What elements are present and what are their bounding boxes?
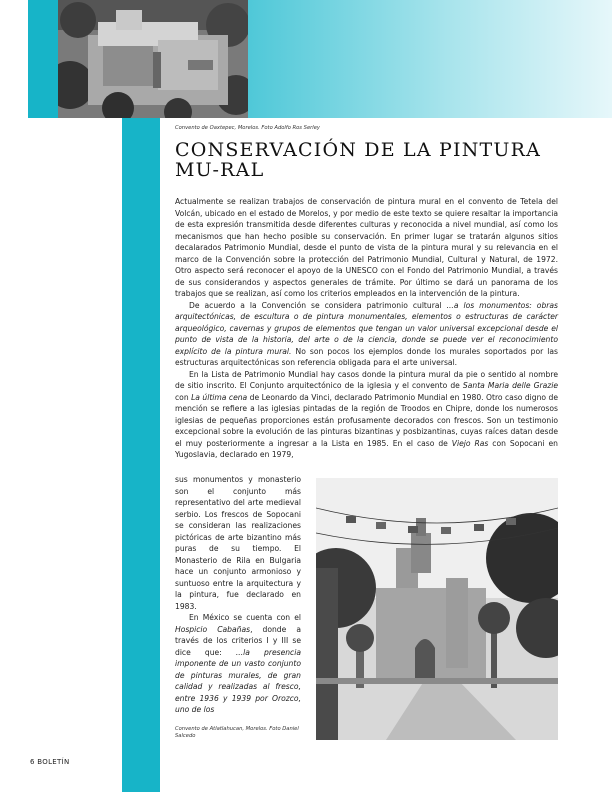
article-title: CONSERVACIÓN DE LA PINTURA MU-RAL xyxy=(175,139,542,181)
bottom-photo-church xyxy=(316,478,558,740)
top-photo-convent xyxy=(58,0,248,118)
paragraph-4: sus monumentos y monasterio son el conjunto más representativo del arte medieval serbio. Los frescos de Sopocani se consideran las realizaciones pictóricas de arte bizantino más puras de su tiempo. El Monasterio de Rila en Bulgaria hace un conjunto armonioso y suntuoso entre la arquitectura y la pintura, fue declarado en 1983. xyxy=(175,475,301,611)
publication-label: BOLETÍN xyxy=(37,758,70,766)
page-footer xyxy=(30,758,70,766)
bottom-photo-caption: Convento de Atlatlahucan, Morelos. Foto Daniel Salcedo xyxy=(175,726,299,739)
paragraph-5: En México se cuenta con el Hospicio Cabañas, donde a través de los criterios I y III se dice que: ...la presencia imponente de un vasto conjunto de pinturas murales, de gran calidad y realizadas al fresco, entre 1936 y 1939 por Orozco, uno de los xyxy=(175,613,301,714)
paragraph-2: De acuerdo a la Convención se considera patrimonio cultural ...a los monumentos: obras arquitectónicas, de escultura o de pintura monumentales, elementos o estructuras de carácter arqueológico, cavernas y grupos de elementos que tengan un valor universal excepcional desde el punto de vista de la historia, del arte o de la ciencia, donde se puede ver el reconocimiento explícito de la pintura mural. No son pocos los ejemplos donde los murales soportados por las estructuras arquitectónicas son referencia obligada para el arte universal. xyxy=(175,300,558,367)
accent-strip-top xyxy=(28,0,58,118)
article-body-full-width xyxy=(175,196,558,461)
header-gradient-band xyxy=(248,0,612,118)
accent-bar-vertical xyxy=(122,118,160,792)
page-number: 6 xyxy=(30,758,35,766)
top-photo-caption: Convento de Oaxtepec, Morelos. Foto Adolfo Ros Serley xyxy=(175,125,320,131)
paragraph-3: En la Lista de Patrimonio Mundial hay casos donde la pintura mural da pie o sentido al nombre de sitio inscrito. El Conjunto arquitectónico de la iglesia y el convento de Santa Maria delle Grazie con La última cena de Leonardo da Vinci, declarado Patrimonio Mundial en 1980. Otro caso digno de mención se refiere a las iglesias pintadas de la región de Troodos en Chipre, donde los numerosos iglesias de pequeñas proporciones están profusamente decorados con frescos. Son un testimonio excepcional sobre la evolución de las pinturas bizantinas y posbizantinas, cuyas raíces datan desde el muy posteriormente a ingresar a la Lista en 1985. En el caso de Viejo Ras con Sopocani en Yugoslavia, declarado en 1979, xyxy=(175,369,559,459)
article-body-column xyxy=(175,474,301,716)
paragraph-1: Actualmente se realizan trabajos de conservación de pintura mural en el convento de Tetela del Volcán, ubicado en el estado de Morelos, y por medio de este texto se quiere resaltar la importancia de esta expresión transmitida desde diferentes culturas y reconocida a nivel mundial, así como los mecanismos que han hecho posible su conservación. En primer lugar se tratarán algunos sitios decalarados Patrimonio Mundial, desde el punto de vista de la pintura mural y su relevancia en el marco de la Convención sobre la protección del Patrimonio Mundial, Cultural y Natural, de 1972. Otro aspecto será reconocer el apoyo de la UNESCO con el Fondo del Patrimonio Mundial, a través de sus considerandos y aspectos generales de trámite. Por último se dará un panorama de los trabajos que se realizan, así como los criterios empleados en la intervención de la pintura. xyxy=(175,197,558,298)
